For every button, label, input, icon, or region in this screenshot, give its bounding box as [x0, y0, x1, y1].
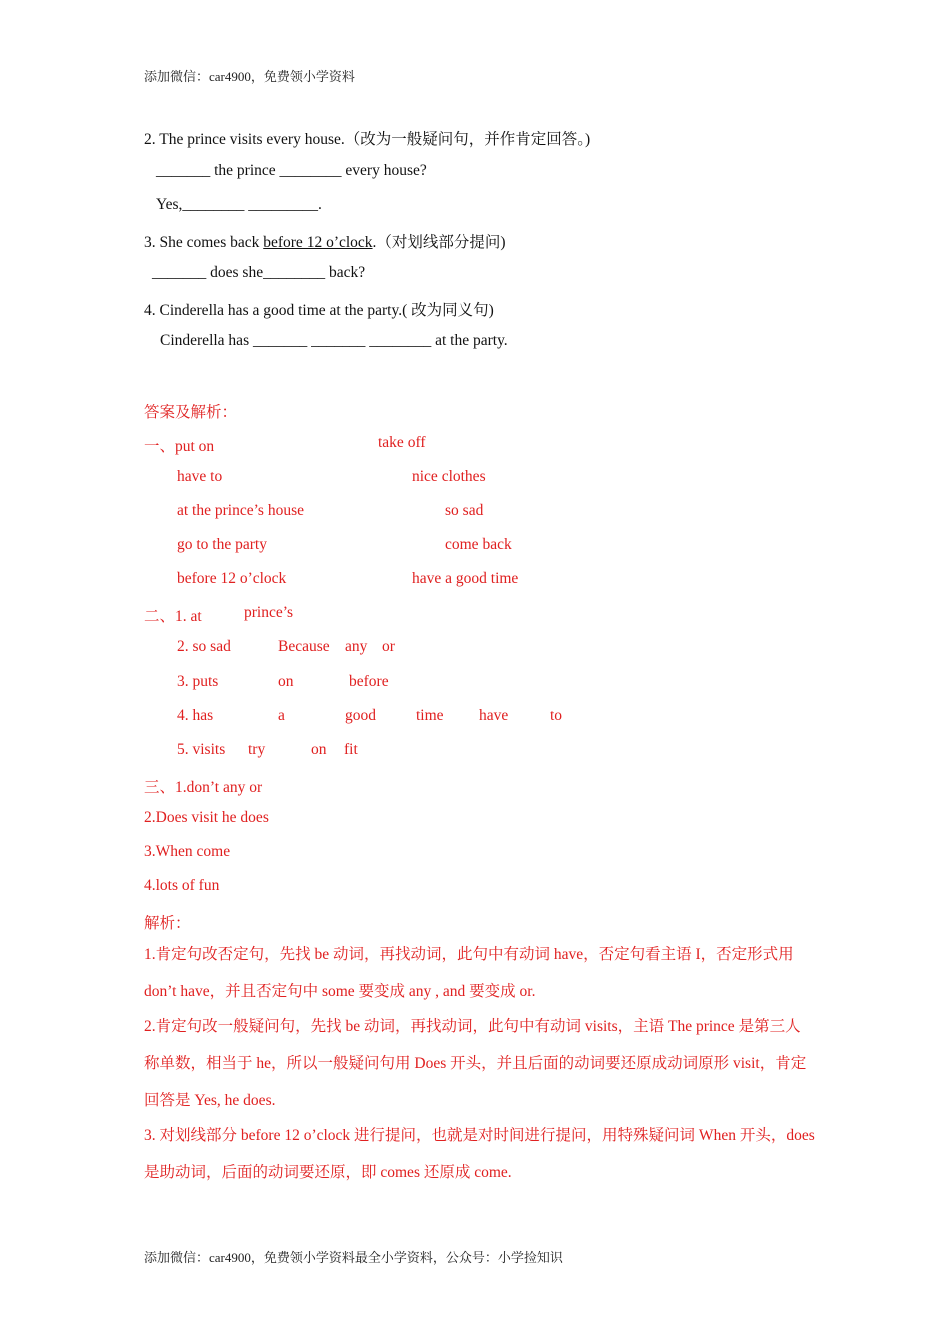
part2-r4-w1: 4. has: [177, 707, 214, 724]
question-2-prompt: 2. The prince visits every house.（改为一般疑问句，并作肯定回答。): [144, 131, 591, 148]
part2-r4-w5: have: [479, 707, 509, 724]
analysis-title: 解析：: [144, 915, 191, 932]
part2-r4-w2: a: [278, 707, 285, 724]
part3-line-2: 2.Does visit he does: [144, 809, 269, 826]
part2-r2-w1: 2. so sad: [177, 638, 231, 655]
part2-r2-w2: Because: [278, 638, 330, 655]
question-4-prompt: 4. Cinderella has a good time at the party.( 改为同义句): [144, 302, 494, 319]
part2-r5-w1: 5. visits: [177, 741, 226, 758]
question-3-prompt: [144, 230, 506, 252]
question-2-line-1: _______ the prince ________ every house?: [156, 162, 427, 179]
page-header: 添加微信：car4900，免费领小学资料: [144, 69, 355, 84]
page-footer: 添加微信：car4900，免费领小学资料最全小学资料，公众号：小学捡知识: [144, 1250, 563, 1265]
part3-line-1: 三、1.don’t any or: [144, 779, 263, 796]
part1-left-3: at the prince’s house: [177, 502, 304, 519]
part1-right-2: nice clothes: [412, 468, 486, 485]
question-3-suffix: .（对划线部分提问): [372, 234, 506, 251]
part2-r3-w3: before: [349, 673, 389, 690]
part2-r1-w2: prince’s: [244, 604, 294, 621]
part3-line-3: 3.When come: [144, 843, 231, 860]
part1-left-4: go to the party: [177, 536, 267, 553]
question-3-line-1: _______ does she________ back?: [152, 264, 366, 281]
part1-right-5: have a good time: [412, 570, 519, 587]
part2-r3-w1: 3. puts: [177, 673, 219, 690]
part2-r5-w3: on: [311, 741, 327, 758]
part3-line-4: 4.lots of fun: [144, 877, 220, 894]
part1-right-1: take off: [378, 434, 426, 451]
part2-r5-w4: fit: [344, 741, 358, 758]
part2-r2-w3: any: [345, 638, 368, 655]
part1-left-2: have to: [177, 468, 223, 485]
analysis-paragraph-1: 1.肯定句改否定句，先找 be 动词，再找动词，此句中有动词 have，否定句看主语 I，否定形式用 don’t have，并且否定句中 some 要变成 any , and 要变成 or.: [144, 946, 794, 1000]
part2-label: 二、1. at: [144, 608, 202, 625]
question-4-line-1: Cinderella has _______ _______ ________ at the party.: [160, 332, 508, 349]
part1-left-5: before 12 o’clock: [177, 570, 287, 587]
analysis-paragraph-2: 2.肯定句改一般疑问句，先找 be 动词，再找动词，此句中有动词 visits，主语 The prince 是第三人称单数，相当于 he，所以一般疑问句用 Does 开头，并且后面的动词要还原成动词原形 visit，肯定回答是 Yes, he does.: [144, 1018, 807, 1109]
part2-r2-w4: or: [382, 638, 395, 655]
question-3-underlined: before 12 o’clock: [263, 234, 373, 251]
analysis-paragraph-3: 3. 对划线部分 before 12 o’clock 进行提问，也就是对时间进行提问，用特殊疑问词 When 开头，does 是助动词，后面的动词要还原，即 comes 还原成 come.: [144, 1127, 815, 1181]
part2-r5-w2: try: [248, 741, 266, 758]
part1-label: 一、put on: [144, 438, 215, 455]
part2-r3-w2: on: [278, 673, 294, 690]
question-3-prefix: 3. She comes back: [144, 234, 264, 251]
part1-right-3: so sad: [445, 502, 484, 519]
answers-title: 答案及解析：: [144, 404, 238, 421]
part2-r4-w3: good: [345, 707, 376, 724]
part2-r4-w4: time: [416, 707, 444, 724]
question-2-line-2: Yes,________ _________.: [156, 196, 322, 213]
part2-r4-w6: to: [550, 707, 563, 724]
part1-right-4: come back: [445, 536, 512, 553]
